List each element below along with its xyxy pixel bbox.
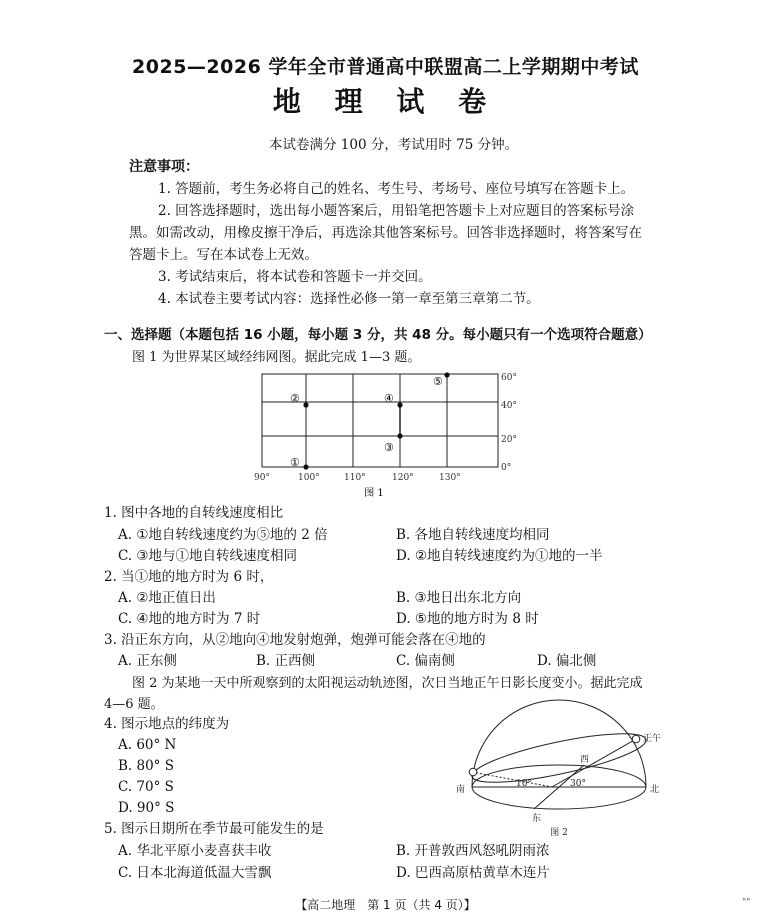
point-3-dot <box>397 433 402 438</box>
q2-option-c: C. ④地的地方时为 7 时 <box>118 611 261 627</box>
point-4-dot <box>397 402 402 407</box>
q4-option-a: A. 60° N <box>118 737 177 753</box>
point-4-label: ④ <box>384 392 394 405</box>
label-angle-30: 30° <box>570 779 586 789</box>
point-2-label: ② <box>290 392 300 405</box>
fig1-caption: 图 1 <box>364 488 384 499</box>
q1-option-d: D. ②地自转线速度约为①地的一半 <box>396 548 603 564</box>
q2-stem: 2. 当①地的地方时为 6 时， <box>104 569 274 585</box>
q1-stem: 1. 图中各地的自转线速度相比 <box>104 505 284 521</box>
q5-option-b: B. 开普敦西风怒吼阴雨浓 <box>396 843 550 859</box>
label-east: 东 <box>532 814 542 824</box>
exam-subject-title: 地 理 试 卷 <box>272 85 499 118</box>
point-1-dot <box>303 464 308 469</box>
label-angle-10: 10° <box>516 779 532 789</box>
notice-item-2-cont2: 答题卡上。写在本试卷上无效。 <box>129 247 318 263</box>
q3-stem: 3. 沿正东方向，从②地向④地发射炮弹，炮弹可能会落在④地的 <box>104 632 486 648</box>
point-5-label: ⑤ <box>433 375 443 388</box>
page-footer: 【高二地理 第 1 页（共 4 页）】 <box>295 898 476 912</box>
q5-option-d: D. 巴西高原枯黄草木连片 <box>396 865 550 881</box>
q3-option-c: C. 偏南侧 <box>396 653 455 669</box>
q4-option-b: B. 80° S <box>118 758 174 774</box>
fig2-intro: 图 2 为某地一天中所观察到的太阳视运动轨迹图，次日当地正午日影长度变小。据此完成 <box>132 676 643 691</box>
point-2-dot <box>303 402 308 407</box>
section-heading: 一、选择题（本题包括 16 小题，每小题 3 分，共 48 分。每小题只有一个选项符合题意） <box>104 327 652 343</box>
q2-option-d: D. ⑤地的地方时为 8 时 <box>396 611 539 627</box>
notice-item-4: 4. 本试卷主要考试内容：选择性必修一第一章至第三章第二节。 <box>158 291 540 307</box>
notice-heading: 注意事项： <box>129 159 199 175</box>
fig2-intro-cont: 4—6 题。 <box>104 697 164 712</box>
q5-option-c: C. 日本北海道低温大雪飘 <box>118 865 272 881</box>
point-3-label: ③ <box>384 441 394 454</box>
label-north: 北 <box>650 785 660 795</box>
label-south: 南 <box>456 785 466 795</box>
exam-title: 2025—2026 学年全市普通高中联盟高二上学期期中考试 <box>132 56 639 78</box>
fig2-sun-path <box>450 692 672 842</box>
lon-label-110: 110° <box>344 473 366 483</box>
notice-item-3: 3. 考试结束后，将本试卷和答题卡一并交回。 <box>158 269 432 285</box>
q4-option-c: C. 70° S <box>118 779 174 795</box>
q1-option-b: B. 各地自转线速度均相同 <box>396 527 550 543</box>
notice-item-2-cont: 黑。如需改动，用橡皮擦干净后，再选涂其他答案标号。回答非选择题时，将答案写在 <box>129 225 642 241</box>
lat-label-20: 20° <box>501 435 517 445</box>
fig1-graticule <box>250 368 530 500</box>
q4-option-d: D. 90° S <box>118 800 175 816</box>
lon-label-120: 120° <box>392 473 414 483</box>
exam-meta: 本试卷满分 100 分，考试用时 75 分钟。 <box>269 137 519 153</box>
fig1-intro: 图 1 为世界某区域经纬网图。据此完成 1—3 题。 <box>132 350 421 365</box>
notice-item-1: 1. 答题前，考生务必将自己的姓名、考生号、考场号、座位号填写在答题卡上。 <box>158 181 635 197</box>
label-noon: 正午 <box>643 734 662 744</box>
q5-stem: 5. 图示日期所在季节最可能发生的是 <box>104 821 324 837</box>
q1-option-c: C. ③地与①地自转线速度相同 <box>118 548 298 564</box>
q4-stem: 4. 图示地点的纬度为 <box>104 716 230 732</box>
q5-option-a: A. 华北平原小麦喜获丰收 <box>118 843 272 859</box>
corner-mark: "" <box>742 898 751 908</box>
point-1-label: ① <box>290 456 300 469</box>
lat-label-0: 0° <box>501 463 512 473</box>
lat-label-60: 60° <box>501 373 517 383</box>
lat-label-40: 40° <box>501 401 517 411</box>
point-5-dot <box>444 372 449 377</box>
q2-option-b: B. ③地日出东北方向 <box>396 590 522 606</box>
lon-label-90: 90° <box>254 473 270 483</box>
label-west: 西 <box>580 755 590 765</box>
notice-item-2: 2. 回答选择题时，选出每小题答案后，用铅笔把答题卡上对应题目的答案标号涂 <box>158 203 635 219</box>
lon-label-130: 130° <box>439 473 461 483</box>
q2-option-a: A. ②地正值日出 <box>118 590 216 606</box>
q3-option-a: A. 正东侧 <box>118 653 177 669</box>
sun-noon-icon <box>632 735 640 743</box>
fig2-caption: 图 2 <box>550 828 568 838</box>
lon-label-100: 100° <box>298 473 320 483</box>
q1-option-a: A. ①地自转线速度约为⑤地的 2 倍 <box>118 527 328 543</box>
q3-option-d: D. 偏北侧 <box>537 653 597 669</box>
sun-south-icon <box>469 768 477 776</box>
q3-option-b: B. 正西侧 <box>256 653 316 669</box>
